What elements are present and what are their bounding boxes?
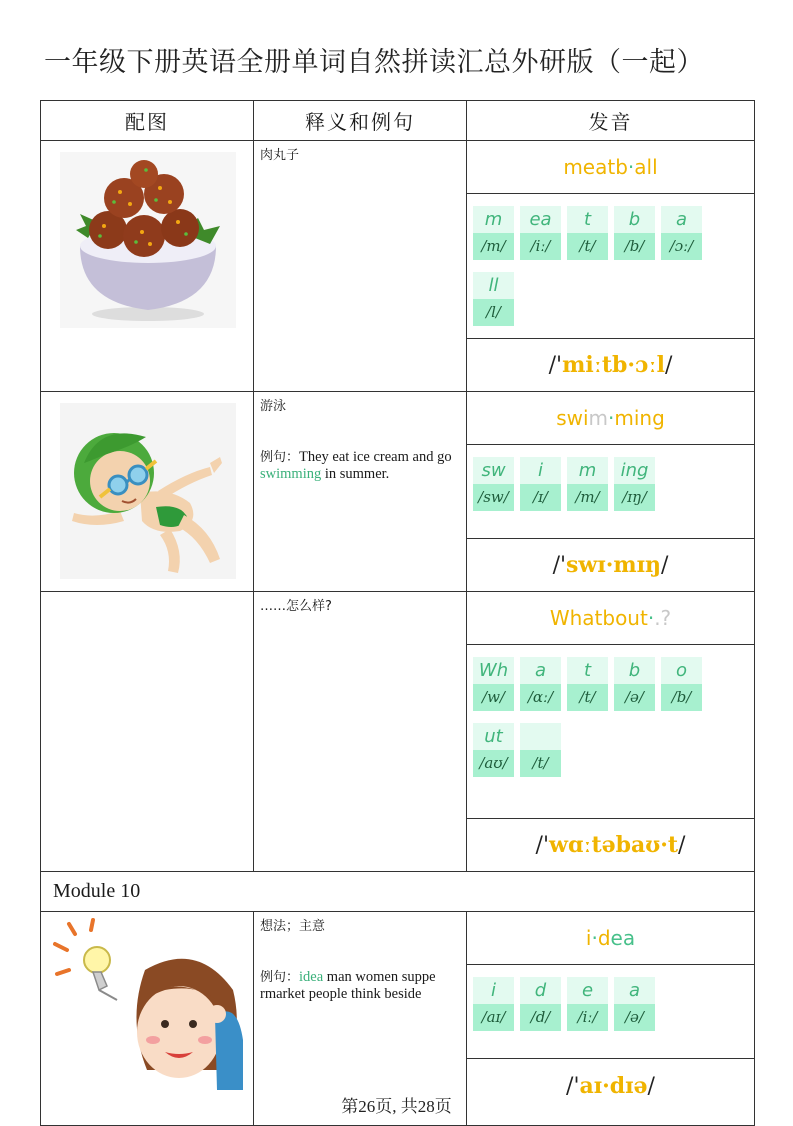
syllable-part: all xyxy=(634,155,658,179)
header-pronunciation: 发音 xyxy=(467,101,755,141)
phoneme: /ɪ/ xyxy=(520,484,561,511)
meaning-cell xyxy=(254,592,467,872)
phoneme: /ɪŋ/ xyxy=(614,484,655,511)
example-label: 例句： xyxy=(260,970,300,985)
grapheme: d xyxy=(520,977,561,1004)
grapheme: a xyxy=(661,206,702,233)
phoneme: /b/ xyxy=(614,233,655,260)
phonics-tile xyxy=(520,457,561,511)
ipa-parts xyxy=(553,553,669,578)
syllable-spelling xyxy=(467,392,755,445)
grapheme: sw xyxy=(473,457,514,484)
ipa-parts xyxy=(549,353,673,378)
syllable-part: · xyxy=(591,926,598,950)
phonics-tile xyxy=(567,206,608,260)
phonics-tile xyxy=(520,206,561,260)
phonics-tiles xyxy=(473,457,753,523)
phonics-tiles-cell xyxy=(467,965,755,1059)
example-after: in summer. xyxy=(321,466,390,482)
syllable-part: ming xyxy=(614,406,665,430)
syllable-part: .? xyxy=(654,606,672,630)
example-label: 例句： xyxy=(260,450,300,465)
spelling-parts xyxy=(586,926,635,950)
document-title: 一年级下册英语全册单词自然拼读汇总外研版（一起） xyxy=(44,47,704,78)
syllable-part: / xyxy=(678,833,686,858)
table-row xyxy=(41,141,755,194)
grapheme: m xyxy=(473,206,514,233)
vocabulary-table xyxy=(40,100,755,1126)
example-sentence xyxy=(260,969,460,1003)
syllable-part: aɪ·dɪə xyxy=(579,1073,648,1099)
phonics-tiles-cell xyxy=(467,445,755,539)
grapheme: a xyxy=(520,657,561,684)
phoneme: /m/ xyxy=(473,233,514,260)
gloss-text: 游泳 xyxy=(260,399,287,414)
phonics-tiles-cell xyxy=(467,645,755,819)
gloss-text: 想法；主意 xyxy=(260,919,326,934)
syllable-part: · xyxy=(627,155,635,179)
syllable-part: wɑːtəbaʊ·t xyxy=(549,832,679,858)
vocabulary-table-wrapper xyxy=(40,100,754,1099)
syllable-part: · xyxy=(608,406,615,430)
header-picture: 配图 xyxy=(41,101,254,141)
phonics-tile xyxy=(473,657,514,711)
spelling-parts xyxy=(556,406,665,430)
grapheme: ut xyxy=(473,723,514,750)
example-highlight-word: idea xyxy=(299,969,324,985)
phonics-tiles xyxy=(473,206,753,338)
phoneme: /t/ xyxy=(520,750,561,777)
gloss-text: 肉丸子 xyxy=(260,148,300,163)
example-sentence xyxy=(260,449,460,483)
phonics-tile xyxy=(614,977,655,1031)
ipa-parts xyxy=(536,833,686,858)
syllable-part: ea xyxy=(610,926,636,950)
grapheme: t xyxy=(567,206,608,233)
gloss-text: ……怎么样? xyxy=(260,599,332,614)
grapheme: b xyxy=(614,657,655,684)
phoneme: /m/ xyxy=(567,484,608,511)
phonics-tile xyxy=(473,457,514,511)
syllable-spelling xyxy=(467,592,755,645)
phoneme: /w/ xyxy=(473,684,514,711)
spelling-parts xyxy=(563,155,657,179)
phonics-tile xyxy=(614,206,655,260)
ipa-transcription xyxy=(467,539,755,592)
phonics-tile xyxy=(520,657,561,711)
syllable-part: / xyxy=(647,1074,655,1099)
phonics-tile xyxy=(567,457,608,511)
phoneme: /ɔː/ xyxy=(661,233,702,260)
ipa-transcription xyxy=(467,819,755,872)
syllable-part: i xyxy=(585,926,592,950)
example-before: They eat ice cream and go xyxy=(299,449,452,465)
phonics-tile xyxy=(520,977,561,1031)
phonics-tile xyxy=(614,457,655,511)
picture-cell xyxy=(41,392,254,592)
example-highlight-word: swimming xyxy=(260,466,322,482)
phonics-tiles-cell xyxy=(467,194,755,339)
phonics-tile xyxy=(567,657,608,711)
phoneme: /b/ xyxy=(661,684,702,711)
phoneme: /sw/ xyxy=(473,484,514,511)
swimmer-picture xyxy=(60,403,236,579)
table-row xyxy=(41,392,755,445)
idea-girl-picture xyxy=(47,920,247,1090)
syllable-part: swi xyxy=(556,406,589,430)
grapheme: i xyxy=(473,977,514,1004)
syllable-spelling xyxy=(467,912,755,965)
picture-cell xyxy=(41,592,254,872)
syllable-part: meatb xyxy=(563,155,628,179)
syllable-part: / xyxy=(661,553,669,578)
phoneme: /t/ xyxy=(567,684,608,711)
phonics-tile xyxy=(473,977,514,1031)
syllable-part: swɪ·mɪŋ xyxy=(566,552,662,578)
grapheme: o xyxy=(661,657,702,684)
grapheme: i xyxy=(520,457,561,484)
grapheme: ll xyxy=(473,272,514,299)
syllable-part: /' xyxy=(566,1074,580,1099)
phonics-tile xyxy=(661,657,702,711)
table-row xyxy=(41,912,755,965)
meaning-cell xyxy=(254,141,467,392)
picture-cell xyxy=(41,141,254,392)
phoneme: /aʊ/ xyxy=(473,750,514,777)
phoneme: /t/ xyxy=(567,233,608,260)
phonics-tile xyxy=(614,657,655,711)
grapheme: ing xyxy=(614,457,655,484)
phoneme: /l/ xyxy=(473,299,514,326)
module-row xyxy=(41,872,755,912)
phonics-tile xyxy=(473,272,514,326)
spelling-parts xyxy=(550,606,671,630)
syllable-part: /' xyxy=(535,833,550,858)
syllable-part: /' xyxy=(548,353,563,378)
table-header-row xyxy=(41,101,755,141)
phonics-tile xyxy=(567,977,608,1031)
grapheme: b xyxy=(614,206,655,233)
syllable-part: d xyxy=(597,926,611,950)
phonics-tile xyxy=(473,206,514,260)
grapheme: t xyxy=(567,657,608,684)
grapheme: Wh xyxy=(473,657,514,684)
syllable-part: · xyxy=(647,606,655,630)
syllable-spelling xyxy=(467,141,755,194)
page-footer: 第26页, 共28页 xyxy=(341,1097,452,1116)
header-meaning: 释义和例句 xyxy=(254,101,467,141)
phoneme: /ə/ xyxy=(614,684,655,711)
phonics-tiles xyxy=(473,977,753,1043)
phoneme: /d/ xyxy=(520,1004,561,1031)
phoneme: /iː/ xyxy=(520,233,561,260)
phonics-tiles xyxy=(473,657,753,789)
syllable-part: /' xyxy=(552,553,567,578)
grapheme: ea xyxy=(520,206,561,233)
phoneme: /ɑː/ xyxy=(520,684,561,711)
syllable-part: m xyxy=(588,406,609,430)
phoneme: /aɪ/ xyxy=(473,1004,514,1031)
syllable-part: miːtb·ɔːl xyxy=(562,352,665,378)
ipa-transcription xyxy=(467,339,755,392)
syllable-part: / xyxy=(664,353,673,378)
phoneme: /ə/ xyxy=(614,1004,655,1031)
syllable-part: Whatbout xyxy=(549,606,648,630)
phonics-tile xyxy=(520,723,561,777)
phonics-tile xyxy=(473,723,514,777)
meatball-picture xyxy=(60,152,236,328)
meaning-cell xyxy=(254,392,467,592)
grapheme: m xyxy=(567,457,608,484)
module-heading: Module 10 xyxy=(41,872,755,912)
grapheme: e xyxy=(567,977,608,1004)
table-row xyxy=(41,592,755,645)
phonics-tile xyxy=(661,206,702,260)
grapheme: a xyxy=(614,977,655,1004)
example-after: man women suppe rmarket people think beside xyxy=(260,969,436,1002)
grapheme xyxy=(520,723,561,750)
phoneme: /iː/ xyxy=(567,1004,608,1031)
